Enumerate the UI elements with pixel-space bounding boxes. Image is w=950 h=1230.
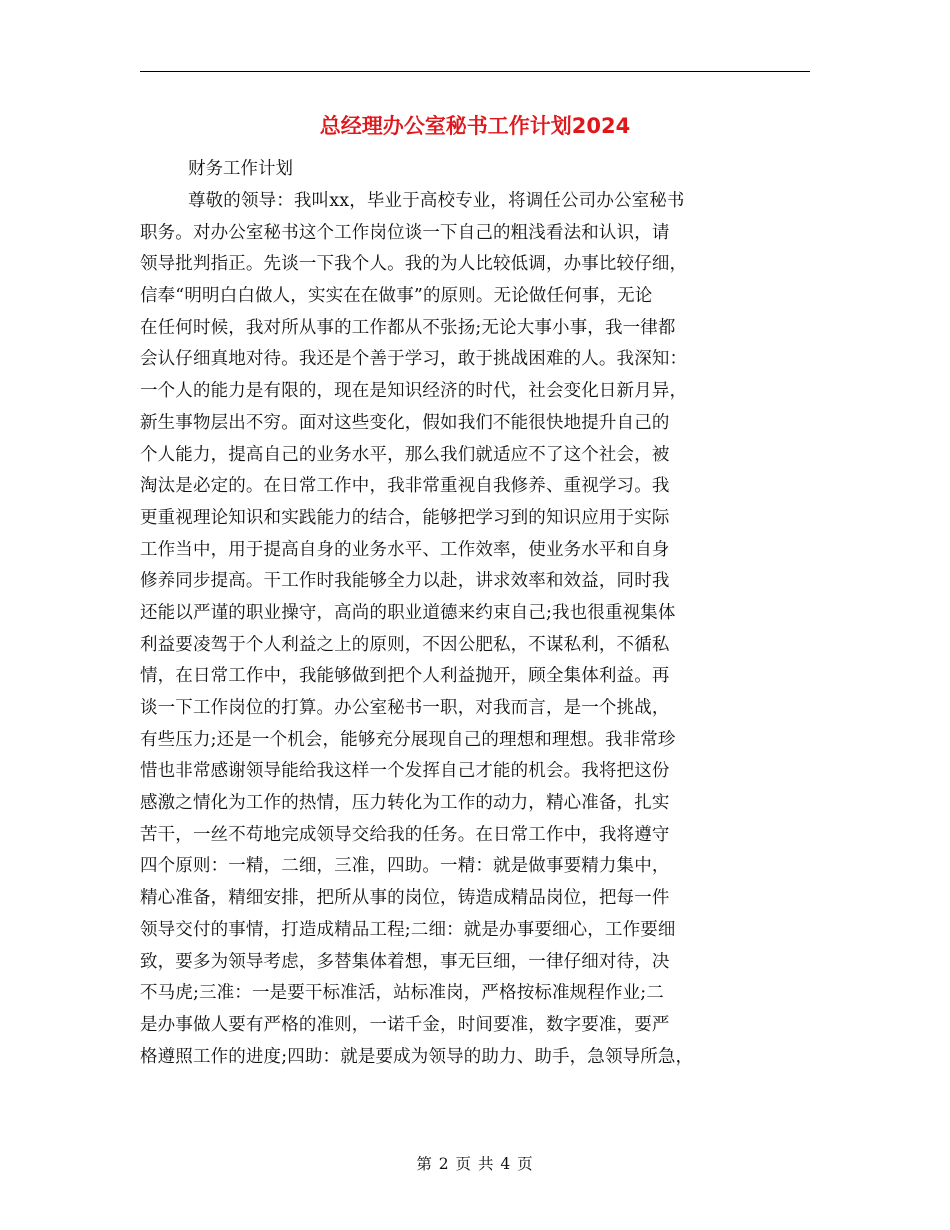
body-line: 格遵照工作的进度;四助：就是要成为领导的助力、助手，急领导所急， [140,1046,694,1067]
body-line: 谈一下工作岗位的打算。办公室秘书一职，对我而言，是一个挑战， [140,698,670,718]
body-line: 致，要多为领导考虑，多替集体着想，事无巨细，一律仔细对待，决 [140,951,670,972]
body-line: 更重视理论知识和实践能力的结合，能够把学习到的知识应用于实际 [140,507,670,528]
body-line: 淘汰是必定的。在日常工作中，我非常重视自我修养、重视学习。我 [140,476,670,497]
document-title: 总经理办公室秘书工作计划2024 [319,114,631,138]
body-line: 领导交付的事情，打造成精品工程;二细：就是办事要细心，工作要细 [140,919,676,940]
document-subheading: 财务工作计划 [188,159,293,179]
body-line: 不马虎;三准：一是要干标准活，站标准岗，严格按标准规程作业;二 [140,983,664,1004]
body-line: 职务。对办公室秘书这个工作岗位谈一下自己的粗浅看法和认识，请 [140,222,670,243]
body-line: 修养同步提高。干工作时我能够全力以赴，讲求效率和效益，同时我 [140,571,670,592]
body-line: 苦干，一丝不苟地完成领导交给我的任务。在日常工作中，我将遵守 [140,824,670,845]
body-line: 情，在日常工作中，我能够做到把个人利益抛开，顾全集体利益。再 [140,666,670,687]
body-line: 信奉“明明白白做人，实实在在做事”的原则。无论做任何事，无论 [140,286,653,307]
body-line: 四个原则：一精，二细，三准，四助。一精：就是做事要精力集中， [140,856,670,877]
body-line: 领导批判指正。先谈一下我个人。我的为人比较低调，办事比较仔细， [140,254,688,275]
body-line: 精心准备，精细安排，把所从事的岗位，铸造成精品岗位，把每一件 [140,888,670,909]
body-line: 尊敬的领导：我叫xx，毕业于高校专业，将调任公司办公室秘书 [188,191,685,211]
body-line: 感激之情化为工作的热情，压力转化为工作的动力，精心准备，扎实 [140,793,670,814]
body-line: 会认仔细真地对待。我还是个善于学习，敢于挑战困难的人。我深知： [140,349,688,370]
body-line: 工作当中，用于提高自身的业务水平、工作效率，使业务水平和自身 [140,539,670,560]
body-line: 惜也非常感谢领导能给我这样一个发挥自己才能的机会。我将把这份 [140,761,670,782]
body-line: 一个人的能力是有限的，现在是知识经济的时代，社会变化日新月异， [140,381,688,402]
header-rule [140,71,810,72]
body-line: 在任何时候，我对所从事的工作都从不张扬;无论大事小事，我一律都 [140,317,676,338]
body-line: 个人能力，提高自己的业务水平，那么我们就适应不了这个社会，被 [140,444,670,465]
body-line: 利益要凌驾于个人利益之上的原则，不因公肥私，不谋私利，不循私 [140,634,670,655]
body-line: 是办事做人要有严格的准则，一诺千金，时间要准，数字要准，要严 [140,1014,670,1035]
page-number-footer: 第 2 页 共 4 页 [416,1155,534,1173]
document-body [140,186,814,1073]
body-line: 有些压力;还是一个机会，能够充分展现自己的理想和理想。我非常珍 [140,729,676,750]
body-line: 还能以严谨的职业操守，高尚的职业道德来约束自己;我也很重视集体 [140,602,676,623]
body-line: 新生事物层出不穷。面对这些变化，假如我们不能很快地提升自己的 [140,412,670,433]
